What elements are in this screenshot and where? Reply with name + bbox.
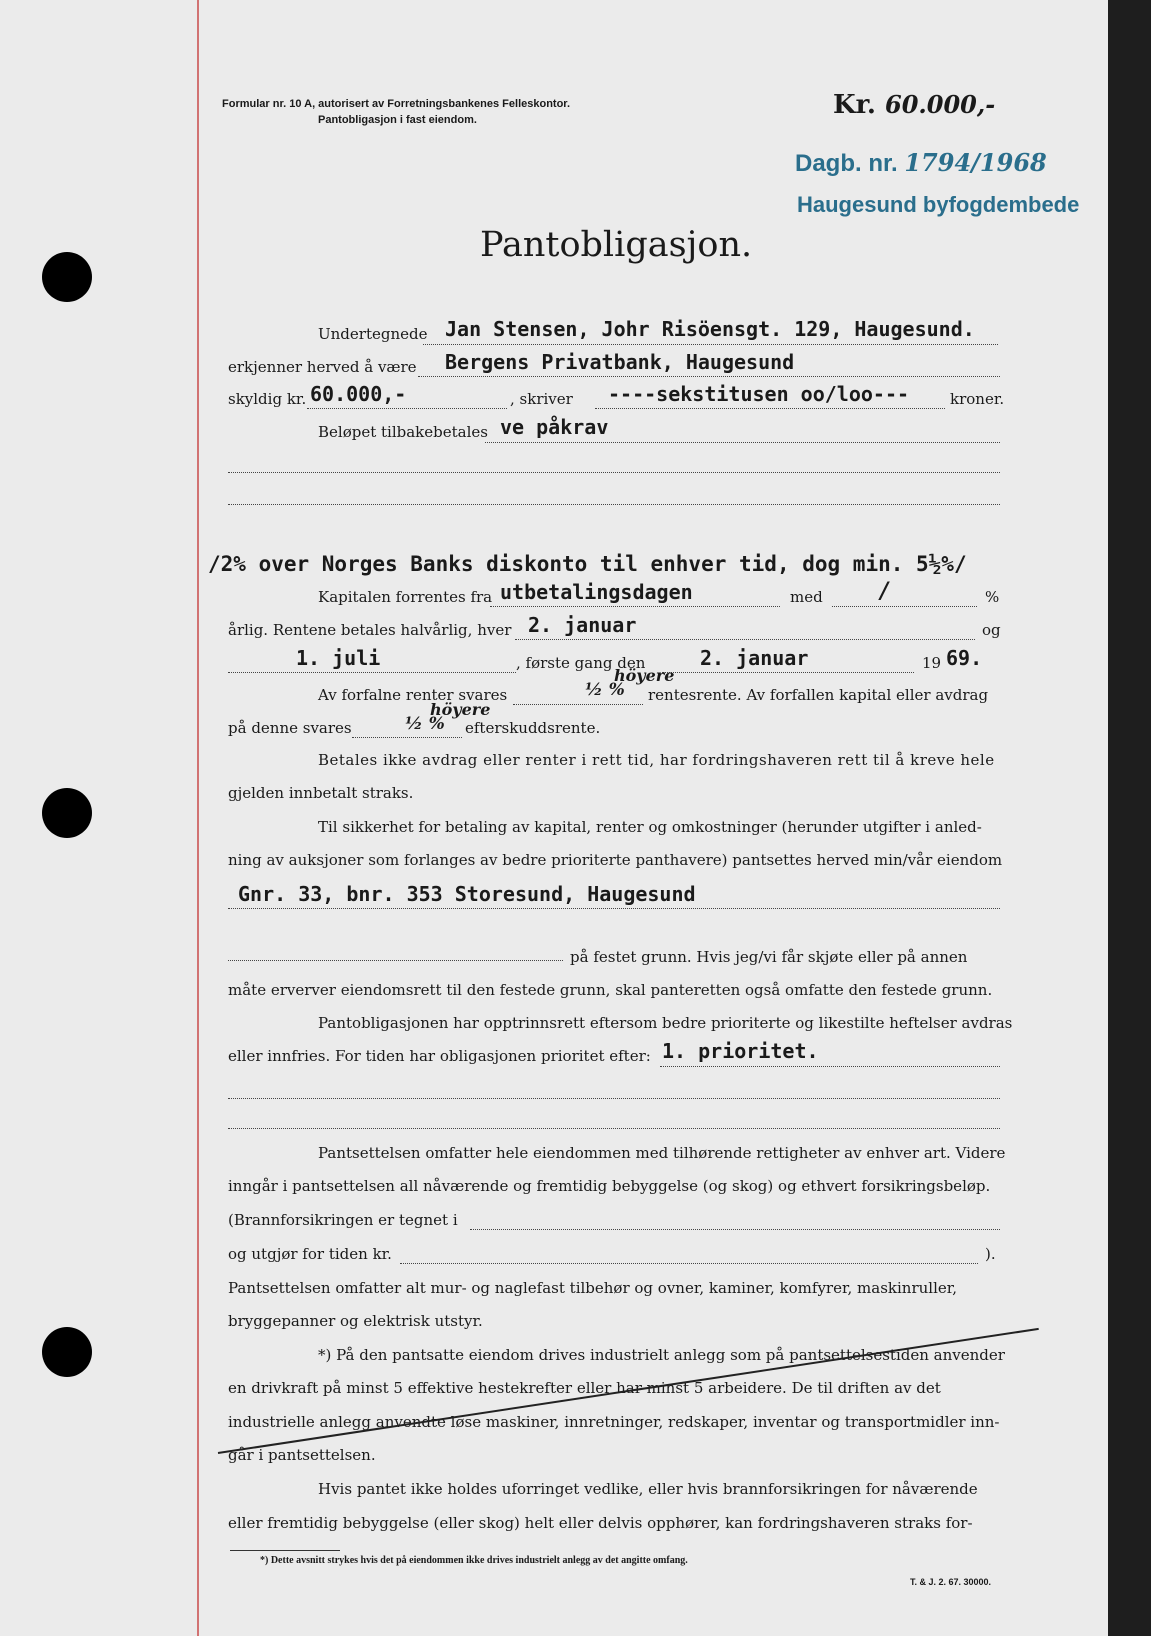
amount-label: Kr. [833,90,876,120]
printer-mark: T. & J. 2. 67. 30000. [910,1577,992,1587]
interest-rate-value: / [880,578,889,604]
pledge-clause-line5: Pantsettelsen omfatter alt mur- og naglefast tilbehør og ovner, kaminer, komfyrer, maskinruller, [228,1279,958,1297]
security-clause-line1: Til sikkerhet for betaling av kapital, renter og omkostninger (herunder utgifter i anled- [318,818,982,836]
footnote: *) Dette avsnitt strykes hvis det på eiendommen ikke drives industrielt anlegg av det angitte omfang. [260,1555,688,1566]
priority-clause-line2: eller innfries. For tiden har obligasjonen prioritet efter: [228,1047,651,1065]
industrial-clause-line1: *) På den pantsatte eiendom drives industrielt anlegg som på pantsettelsestiden anvender [318,1346,1005,1364]
creditor-name: Bergens Privatbank, Haugesund [445,350,795,374]
amount-in-words: ----sekstitusen oo/loo--- [608,382,910,406]
forfalne-label: Av forfalne renter svares [318,686,508,704]
maintenance-clause-line2: eller fremtidig bebyggelse (eller skog) helt eller delvis opphører, kan fordringshaveren straks for- [228,1514,973,1532]
pledge-clause-line4-end: ). [985,1245,996,1263]
skyldig-label: skyldig kr. [228,390,307,408]
stamp-dagb-label: Dagb. nr. [795,150,898,177]
pledge-clause-line4: og utgjør for tiden kr. [228,1245,392,1263]
late-capital-note: höyere [430,700,491,719]
form-type-line: Pantobligasjon i fast eiendom. [318,114,477,126]
interest-rate-terms: /2% over Norges Banks diskonto til enhver tid, dog min. 5½%/ [208,552,967,576]
form-id-line: Formular nr. 10 A, autorisert av Forretningsbankenes Felleskontor. [222,98,571,110]
arlig-label: årlig. Rentene betales halvårlig, hver [228,621,512,639]
skriver-label: , skriver [510,390,573,408]
stamp-dagb-number: 1794/1968 [904,148,1047,177]
industrial-clause-line2: en drivkraft på minst 5 effektive hestekrefter eller har minst 5 arbeidere. De til driften av det [228,1379,941,1397]
debt-amount: 60.000,- [310,382,407,406]
stamp-office: Haugesund byfogdembede [797,192,1080,217]
late-capital-value: ½ % [405,714,445,734]
footnote-rule [230,1550,340,1551]
document-title: Pantobligasjon. [480,225,753,265]
security-clause-line2: ning av auksjoner som forlanges av bedre prioriterte panthavere) pantsettes herved min/vår eiendom [228,851,1003,869]
late-interest-value: ½ % [585,680,625,700]
priority-clause-line1: Pantobligasjonen har opptrinnsrett eftersom bedre prioriterte og likestilte heftelser avdras [318,1014,1013,1032]
kapitalen-label: Kapitalen forrentes fra [318,588,493,606]
year-prefix: 19 [922,654,942,672]
margin-rule [197,0,199,1636]
registration-stamp [795,148,1047,178]
payment-date-2: 1. juli [296,646,381,670]
amount-header [833,90,995,120]
denne-rest: efterskuddsrente. [465,719,601,737]
og-label: og [982,621,1001,639]
med-label: med [790,588,823,606]
kroner-label: kroner. [950,390,1005,408]
pledge-clause-line6: bryggepanner og elektrisk utstyr. [228,1312,483,1330]
priority-value: 1. prioritet. [662,1039,819,1063]
punch-hole [42,788,92,838]
forfalne-rest: rentesrente. Av forfallen kapital eller avdrag [648,686,989,704]
late-interest-note: höyere [614,666,675,685]
maintenance-clause-line1: Hvis pantet ikke holdes uforringet vedlike, eller hvis brannforsikringen for nåværende [318,1480,978,1498]
year-value: 69. [946,646,983,670]
lease-clause-line2: måte erverver eiendomsrett til den festede grunn, skal panteretten også omfatte den festede grunn. [228,981,993,999]
lease-clause-line1: på festet grunn. Hvis jeg/vi får skjøte eller på annen [570,948,968,966]
belopet-label: Beløpet tilbakebetales [318,423,488,441]
erkjenner-label: erkjenner herved å være [228,358,417,376]
property-description: Gnr. 33, bnr. 353 Storesund, Haugesund [238,882,696,906]
default-clause-line1: Betales ikke avdrag eller renter i rett tid, har fordringshaveren rett til å kreve hele [318,751,995,769]
industrial-clause-line3: industrielle anlegg anvendte løse maskiner, innretninger, redskaper, inventar og transportmidler inn- [228,1413,1000,1431]
percent-label: % [985,588,1000,606]
pledge-clause-line3: (Brannforsikringen er tegnet i [228,1211,458,1229]
punch-hole [42,1327,92,1377]
first-payment-date: 2. januar [700,646,809,670]
default-clause-line2: gjelden innbetalt straks. [228,784,414,802]
forste-label: , første gang den [516,654,646,672]
amount-value: 60.000,- [885,90,996,119]
debtor-name: Jan Stensen, Johr Risöensgt. 129, Haugesund. [445,317,975,341]
repayment-terms: ve påkrav [500,415,609,439]
interest-start: utbetalingsdagen [500,580,693,604]
punch-hole [42,252,92,302]
pledge-clause-line1: Pantsettelsen omfatter hele eiendommen med tilhørende rettigheter av enhver art. Videre [318,1144,1006,1162]
undertegnede-label: Undertegnede [318,325,428,343]
industrial-clause-line4: går i pantsettelsen. [228,1446,376,1464]
pledge-clause-line2: inngår i pantsettelsen all nåværende og fremtidig bebyggelse (og skog) og ethvert forsikringsbeløp. [228,1177,991,1195]
payment-date-1: 2. januar [528,613,637,637]
denne-label: på denne svares [228,719,352,737]
